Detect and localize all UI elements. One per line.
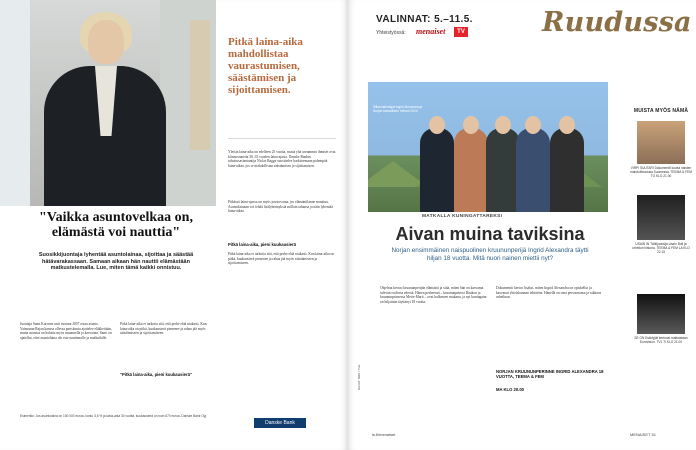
sidebar-title: MUISTA MYÖS NÄMÄ (633, 108, 689, 114)
body-col2: Pitkä laina-aika ei tarkoita sitä, että perhe elää niukasti. Kun laina-aika on pitkä, kuukausierä pienenee ja rahaa jää myös säästämiseen ja sijoittamiseen. (120, 322, 207, 336)
section-label: MATKALLA KUNINGATTAREKSI (422, 214, 503, 219)
body-col2-dup: Pitkä laina-aika ei tarkoita sitä, että perhe elää niukasti. Kun laina-aika on pitkä, kuukausierä pienenee ja rahaa jää myös säästämiseen ja sijoittamiseen. (228, 252, 335, 266)
highlight-2: MA KLO 20.00 (496, 387, 525, 392)
script-title: Ruudussa (542, 7, 692, 38)
vertical-credit: KUVAT: NRK / YLE (357, 364, 361, 390)
sidebar-item-1: VIRPI SUUTARI Dokumentti kuvaa naisten mahdollisuuksia Suomessa. TEEMA & FEM TO KLO 21.00 (630, 166, 692, 178)
portrait-photo (0, 0, 216, 206)
body-mid: Yleisin laina-aika on edelleen 25 vuotta, mutta yhä useammin ihmiset ovat kiinnostuneita 30–35 vuoden laina-ajasta. Danske Bankin rahoitusasiantuntija Niclas Bagge suosittelee harkitsemaan pidempää laina-aikaa, jos se mahdollistaa säästämisen ja sijoittamisen. (228, 150, 336, 168)
sidebar-thumb-1 (637, 121, 685, 164)
right-page (348, 0, 696, 450)
body-mid-2: Pitkässä laina-ajassa on myös joustovaraa, jos elämäntilanne muuttuu. Asuntolainaan voi tehdä lisälyhennyksiä milloin tahansa ja näin lyhentää laina-aikaa. (228, 200, 333, 214)
sidebar-thumb-2 (637, 195, 685, 240)
menaiset-logo: menaiset (416, 27, 446, 36)
footer-left: is.fi/menaiset (372, 432, 396, 437)
tv-badge: TV (454, 27, 468, 37)
group-photo (368, 82, 608, 212)
footer-right: MENAISET 51 (630, 432, 656, 437)
right-body-left: Ohjelma kertoo kruununperijän elämästä ja siitä, miten hän on kasvanut tulevan roolinsa edessä. Hänen perheensä – kruununprinssi Haakon ja kruununprinsessa Mette-Marit – ovat kulkeneet mukana, ja nyt kuningatar on hiljattain täyttänyt 18 vuotta. (380, 286, 487, 304)
subhead-a: Pitkä laina-aika, pieni kuukausierä (228, 242, 296, 247)
subhead-b: "Pitkä laina-aika, pieni kuukausierä" (120, 372, 192, 377)
pull-quote: Pitkä laina-aika mahdollistaa vaurastumisen, säästämisen ja sijoittamisen. (228, 36, 303, 96)
sidebar-item-3: SE ON Esiintyjät kertovat matkastaan Eurovision. TV1 TI KLO 21.00 (634, 336, 688, 344)
photo-caption: Sillanrakentajat Ingrid Alexandra ja Norjan kansallisen heimot 2024. (373, 105, 423, 113)
highlight-1: NORJAN KRUUNUNPERINNE INGRID ALEXANDRA 18 VUOTTA, TEEMA & FEM (496, 369, 604, 379)
lead-paragraph: Suosikkijuontaja lyhentää asuntolainaa, sijoittaa ja säästää hätävarakassaan. Samaan aikaan hän nauttii elämästään matkustelemalla. Lue, miten tämä kaikki onnistuu. (38, 252, 194, 272)
sidebar-item-2: USAIN IN Tähtijuoksija Usain Bolt ja urheilun historia. TEEMA & FEM LA KLO 22.15 (632, 242, 690, 254)
right-title: Aivan muina taviksina (395, 224, 585, 244)
right-subtitle: Norjan ensimmäinen naispuolinen kruununperijä Ingrid Alexandra täytti hiljan 18 vuotta. Mitä nuori nainen miettii nyt? (391, 247, 589, 262)
face-shape (88, 20, 124, 64)
sponsor-logo: Danske Bank (254, 418, 306, 428)
body-col1: Juontaja Sami Kurosen unit vuonna 2007 ostaa asunto. Vaimoaan Rajan kanssa ollessa pariskunta ajattelee eläkkeitään, mutta asuntoa on haluttu myös muunnella ja kasvattaa. Sami on ajatellut, ettei asuntolaina ole este nautinnolle ja matkailulle. (20, 322, 112, 340)
right-header: VALINNAT: 5.–11.5. (376, 14, 473, 25)
sponsor-label: Yhteistyössä: (376, 30, 406, 36)
sidebar-thumb-3 (637, 294, 685, 334)
footnote: Esimerkki: Jos asuntolaina on 150 000 euroa, korko 3,5 % ja laina-aika 30 vuotta, kuukausierä on noin 670 euroa. Danske Bank Oyj. (20, 414, 207, 418)
right-body-right: Dokumentti kertoo lisäksi, miten Ingrid Alexandra on opiskellut ja kasvanut yhteiskunnan tehtäviin. Hänellä on oma persoonansa ja rakkaus urheiluun. (496, 286, 602, 300)
main-quote: "Vaikka asuntovelkaa on, elämästä voi nauttia" (39, 210, 193, 240)
